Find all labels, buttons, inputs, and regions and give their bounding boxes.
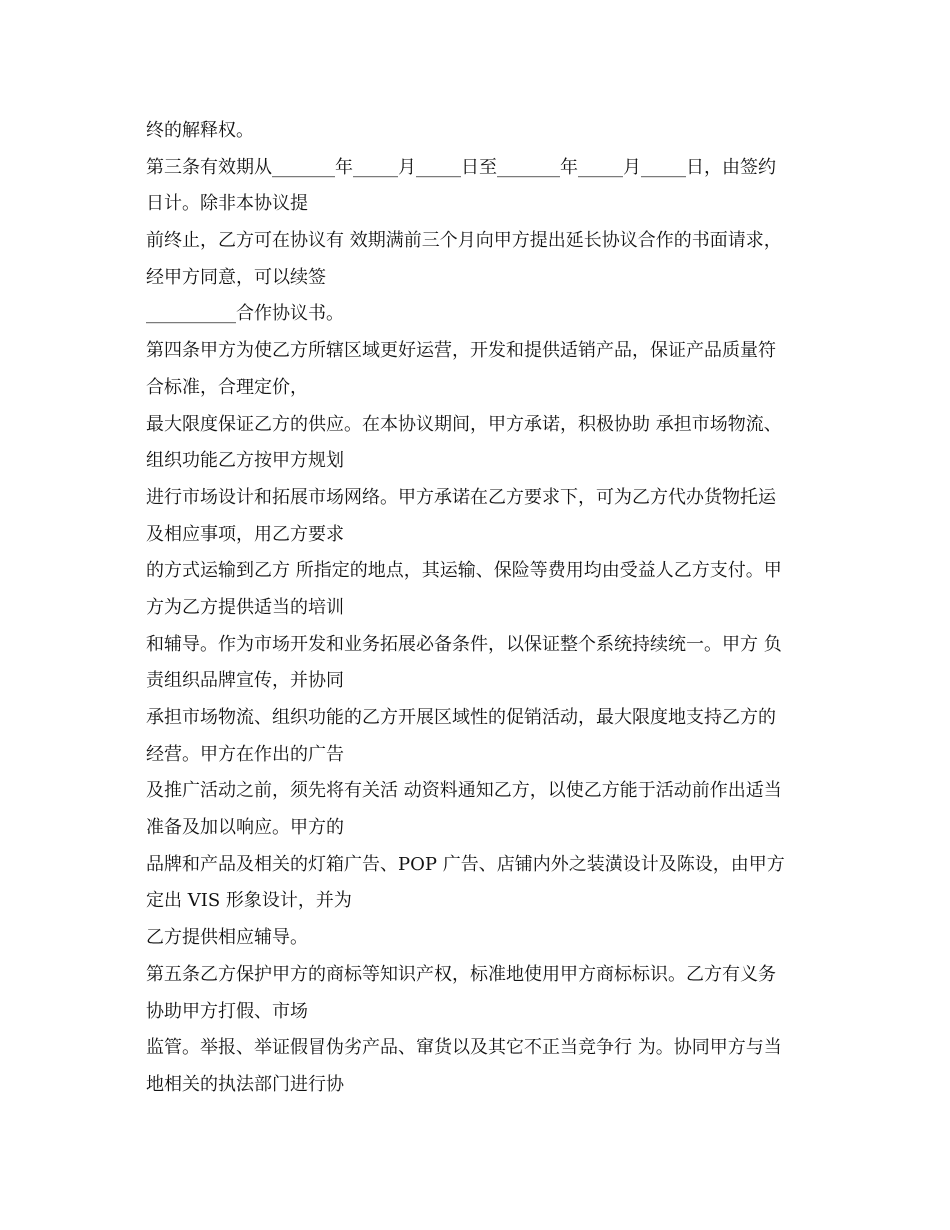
text-line: 乙方提供相应辅导。 — [146, 927, 308, 949]
text-line: 经营。甲方在作出的广告 — [146, 743, 344, 765]
text-line: 日计。除非本协议提 — [146, 193, 308, 215]
text-line: 准备及加以响应。甲方的 — [146, 817, 344, 839]
text-line: 进行市场设计和拓展市场网络。甲方承诺在乙方要求下，可为乙方代办货物托运 — [146, 486, 776, 508]
text-line: 及相应事项，用乙方要求 — [146, 523, 344, 545]
text-line: 最大限度保证乙方的供应。在本协议期间，甲方承诺，积极协助 承担市场物流、 — [146, 413, 782, 435]
text-line: 协助甲方打假、市场 — [146, 1000, 308, 1022]
text-line: 方为乙方提供适当的培训 — [146, 596, 344, 618]
text-line: 的方式运输到乙方 所指定的地点，其运输、保险等费用均由受益人乙方支付。甲 — [146, 560, 782, 582]
text-line: 第三条有效期从_______年_____月_____日至_______年_____月_____日，由签约 — [146, 156, 776, 178]
text-line: 经甲方同意，可以续签 — [146, 266, 326, 288]
text-line: 第五条乙方保护甲方的商标等知识产权，标准地使用甲方商标标识。乙方有义务 — [146, 963, 776, 985]
text-line: 合标准，合理定价， — [146, 376, 308, 398]
text-line: 地相关的执法部门进行协 — [146, 1073, 344, 1095]
text-line: 责组织品牌宣传，并协同 — [146, 670, 344, 692]
text-line: 终的解释权。 — [146, 120, 254, 141]
text-line: 和辅导。作为市场开发和业务拓展必备条件，以保证整个系统持续统一。甲方 负 — [146, 633, 782, 655]
text-line: 第四条甲方为使乙方所辖区域更好运营，开发和提供适销产品，保证产品质量符 — [146, 340, 776, 362]
document-body — [146, 113, 811, 1104]
text-line: 监管。举报、举证假冒伪劣产品、窜货以及其它不正当竞争行 为。协同甲方与当 — [146, 1037, 782, 1059]
text-line: 品牌和产品及相关的灯箱广告、POP 广告、店铺内外之装潢设计及陈设，由甲方 — [146, 853, 785, 875]
text-line: 及推广活动之前，须先将有关活 动资料通知乙方，以使乙方能于活动前作出适当 — [146, 780, 782, 802]
text-line: 前终止，乙方可在协议有 效期满前三个月向甲方提出延长协议合作的书面请求， — [146, 230, 782, 252]
text-line: 定出 VIS 形象设计，并为 — [146, 890, 352, 912]
text-line: __________合作协议书。 — [146, 303, 344, 325]
text-line: 承担市场物流、组织功能的乙方开展区域性的促销活动，最大限度地支持乙方的 — [146, 707, 776, 728]
text-line: 组织功能乙方按甲方规划 — [146, 450, 344, 472]
